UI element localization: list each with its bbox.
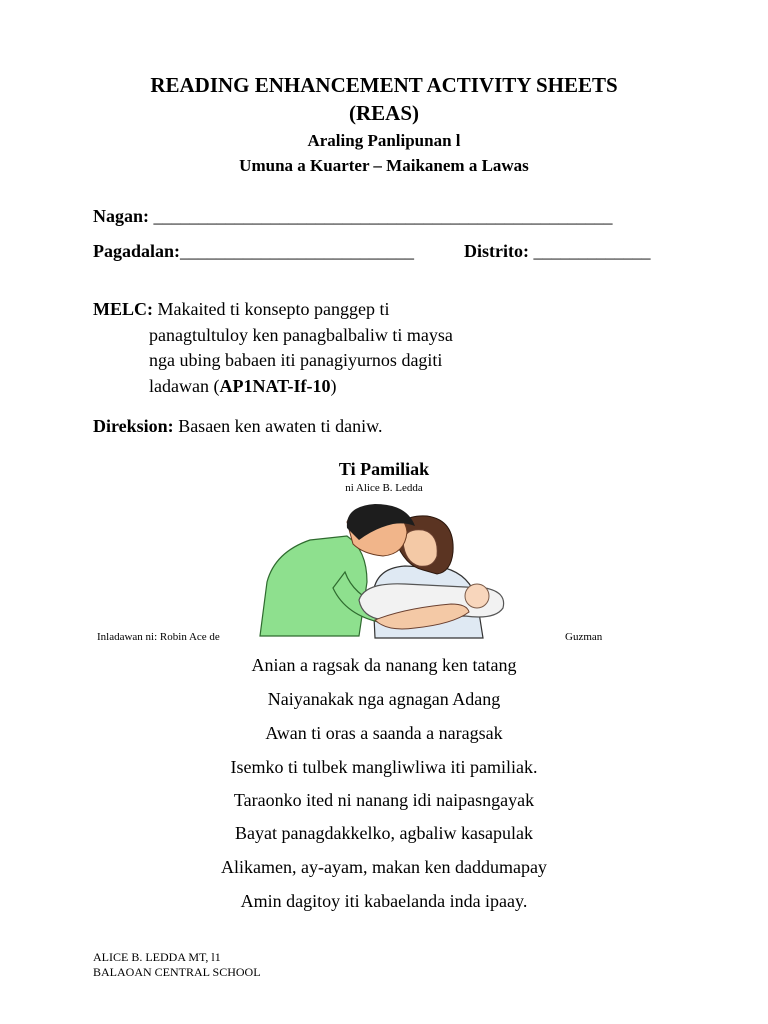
poem-line: Awan ti oras a saanda a naragsak [265, 723, 503, 743]
direksion-text: Basaen ken awaten ti daniw. [178, 416, 383, 436]
poem-author: ni Alice B. Ledda [345, 482, 423, 494]
district-field [464, 241, 650, 262]
melc-text-4-suffix: ) [330, 376, 337, 396]
footer-author: ALICE B. LEDDA MT, l1 [93, 950, 221, 964]
poem-line: Taraonko ited ni nanang idi naipasngayak [233, 790, 535, 810]
district-label: Distrito: [464, 241, 529, 261]
poem-title: Ti Pamiliak [338, 459, 430, 479]
melc-label: MELC: [93, 299, 153, 319]
footer-school: BALAOAN CENTRAL SCHOOL [93, 965, 261, 979]
poem-line: Bayat panagdakkelko, agbaliw kasapulak [235, 823, 533, 843]
melc-line-3: nga ubing babaen iti panagiyurnos dagiti [149, 350, 443, 370]
school-field [93, 241, 414, 262]
poem-line: Isemko ti tulbek mangliwliwa iti pamiliak. [230, 757, 538, 777]
school-blank: __________________________ [180, 241, 415, 261]
poem-line: Anian a ragsak da nanang ken tatang [251, 655, 517, 675]
melc-text-4-prefix: ladawan ( [149, 376, 220, 396]
melc-code: AP1NAT-If-10 [219, 376, 331, 396]
name-field [93, 206, 613, 227]
title-line-1: READING ENHANCEMENT ACTIVITY SHEETS [150, 73, 618, 97]
melc-line-1 [93, 297, 389, 322]
district-blank: _____________ [533, 241, 651, 261]
illustrator-credit-suffix: Guzman [565, 631, 603, 643]
title-line-2: (REAS) [348, 101, 419, 125]
poem-line: Amin dagitoy iti kabaelanda inda ipaay. [240, 891, 528, 911]
direksion-label: Direksion: [93, 416, 174, 436]
family-illustration [255, 500, 513, 640]
direksion-line [93, 414, 382, 439]
melc-text-1: Makaited ti konsepto panggep ti [157, 299, 390, 319]
poem-line: Alikamen, ay-ayam, makan ken daddumapay [221, 857, 547, 877]
subject-heading: Araling Panlipunan l [307, 131, 461, 150]
poem-line: Naiyanakak nga agnagan Adang [267, 689, 501, 709]
school-label: Pagadalan: [93, 241, 181, 261]
illustrator-credit: Inladawan ni: Robin Ace de [97, 631, 220, 643]
melc-line-2: panagtultuloy ken panagbalbaliw ti maysa [149, 325, 453, 345]
quarter-heading: Umuna a Kuarter – Maikanem a Lawas [239, 156, 529, 175]
name-label: Nagan: [93, 206, 150, 226]
melc-line-4 [149, 374, 336, 399]
name-blank: ___________________________________________________ [153, 206, 613, 226]
